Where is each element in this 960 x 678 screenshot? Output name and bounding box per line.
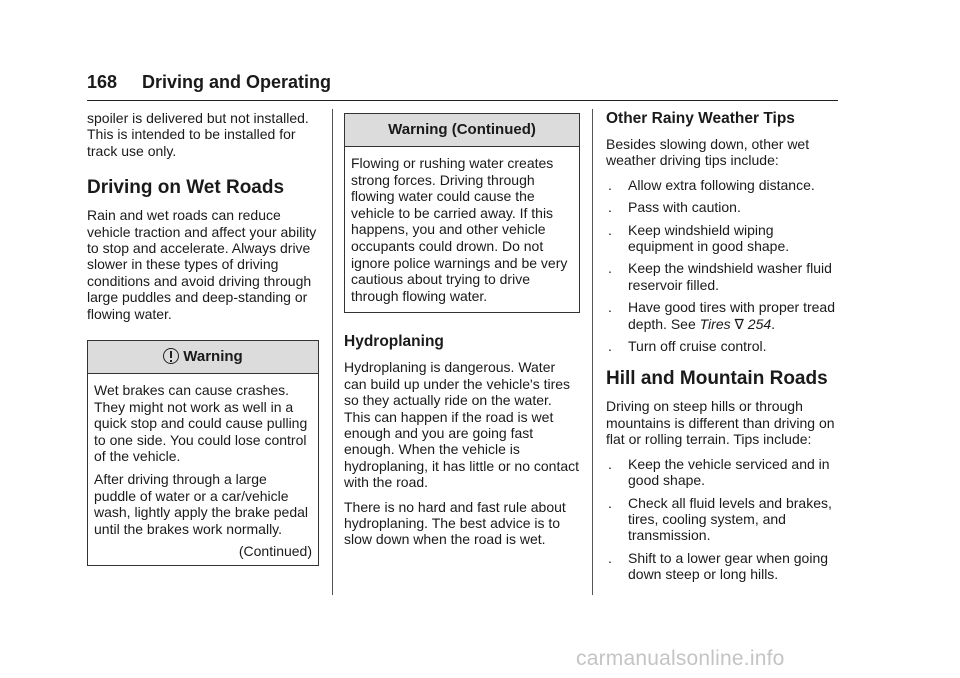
heading-hydroplaning: Hydroplaning xyxy=(344,333,444,351)
wet-roads-paragraph: Rain and wet roads can reduce vehicle traction and affect your ability to stop and accelerate. Always drive slower in these types of driving conditions and avoid driving through large puddles and deep-standing or flowing water. xyxy=(87,207,317,322)
tires-page-number[interactable]: 254 xyxy=(747,315,772,332)
warning-title: Warning xyxy=(183,348,243,366)
warning-paragraph-2: After driving through a large puddle of water or a car/vehicle wash, lightly apply the brake pedal until the brakes work normally. xyxy=(94,471,309,537)
list-item: . Turn off cruise control. xyxy=(608,338,767,355)
warning-paragraph-1: Wet brakes can cause crashes. They might not work as well in a quick stop and could cause pulling to one side. You could lose control of the vehicle. xyxy=(94,382,308,465)
heading-wet-roads: Driving on Wet Roads xyxy=(87,177,285,199)
watermark: carmanualsonline.info xyxy=(576,647,785,670)
bullet-mark: . xyxy=(608,199,612,216)
heading-hill-mountain: Hill and Mountain Roads xyxy=(606,368,828,390)
column-divider-left xyxy=(332,109,333,595)
bullet-mark: . xyxy=(608,494,612,511)
column-3 xyxy=(606,110,842,583)
column-divider-right xyxy=(592,109,593,595)
list-item: . Keep the windshield washer fluid reservoir filled. xyxy=(608,260,832,293)
heading-rainy-tips: Other Rainy Weather Tips xyxy=(606,110,795,127)
list-item: . Have good tires with proper tread depth. See Tires ∇ 254. xyxy=(608,299,835,332)
warning-continued-box xyxy=(344,113,580,313)
bullet-mark: . xyxy=(608,338,612,355)
continued-label: (Continued) xyxy=(238,543,312,560)
list-item: . Check all fluid levels and brakes, tires, cooling system, and transmission. xyxy=(608,494,832,544)
warning-box xyxy=(87,340,319,566)
column-1 xyxy=(87,110,319,566)
tires-reference-link[interactable]: Tires xyxy=(699,315,731,332)
warning-continued-paragraph: Flowing or rushing water creates strong forces. Driving through flowing water could cause the vehicle to be carried away. If this happens, you and other vehicle occupants could drown. Do not ignore police warnings and be very cautious about trying to drive through flowing water. xyxy=(351,155,568,304)
hill-roads-intro: Driving on steep hills or through mountains is different than driving on flat or rolling terrain. Tips include: xyxy=(606,398,835,448)
bullet-mark: . xyxy=(608,221,612,238)
warning-box-header xyxy=(88,341,318,374)
page-header xyxy=(87,70,838,101)
rainy-tips-intro: Besides slowing down, other wet weather driving tips include: xyxy=(606,136,810,169)
bullet-mark: . xyxy=(608,176,612,193)
list-item: . Keep windshield wiping equipment in good shape. xyxy=(608,221,790,255)
warning-continued-header: Warning (Continued) xyxy=(345,114,579,147)
list-item: . Keep the vehicle serviced and in good shape. xyxy=(608,455,830,489)
page-number: 168 xyxy=(87,72,118,92)
hydroplaning-paragraph-1: Hydroplaning is dangerous. Water can build up under the vehicle's tires so they actually ride on the water. This can happen if the road is wet enough and you are going fast enough. When the vehicle is hydroplaning, it has little or no contact with the road. xyxy=(344,359,580,491)
bullet-mark: . xyxy=(608,455,612,472)
bullet-mark: . xyxy=(608,260,612,277)
bullet-mark: . xyxy=(608,299,612,316)
section-title: Driving and Operating xyxy=(142,72,332,92)
column-2 xyxy=(344,110,580,548)
warning-icon xyxy=(163,348,179,364)
list-item: . Shift to a lower gear when going down steep or long hills. xyxy=(608,549,829,583)
page-reference-arrow-icon: ∇ xyxy=(734,315,744,332)
bullet-mark: . xyxy=(608,549,612,566)
intro-paragraph: spoiler is delivered but not installed. This is intended to be installed for track use only. xyxy=(87,110,309,159)
list-item: . Allow extra following distance. xyxy=(608,176,815,193)
hydroplaning-paragraph-2: There is no hard and fast rule about hydroplaning. The best advice is to slow down when the road is wet. xyxy=(344,498,566,548)
list-item: . Pass with caution. xyxy=(608,199,741,216)
